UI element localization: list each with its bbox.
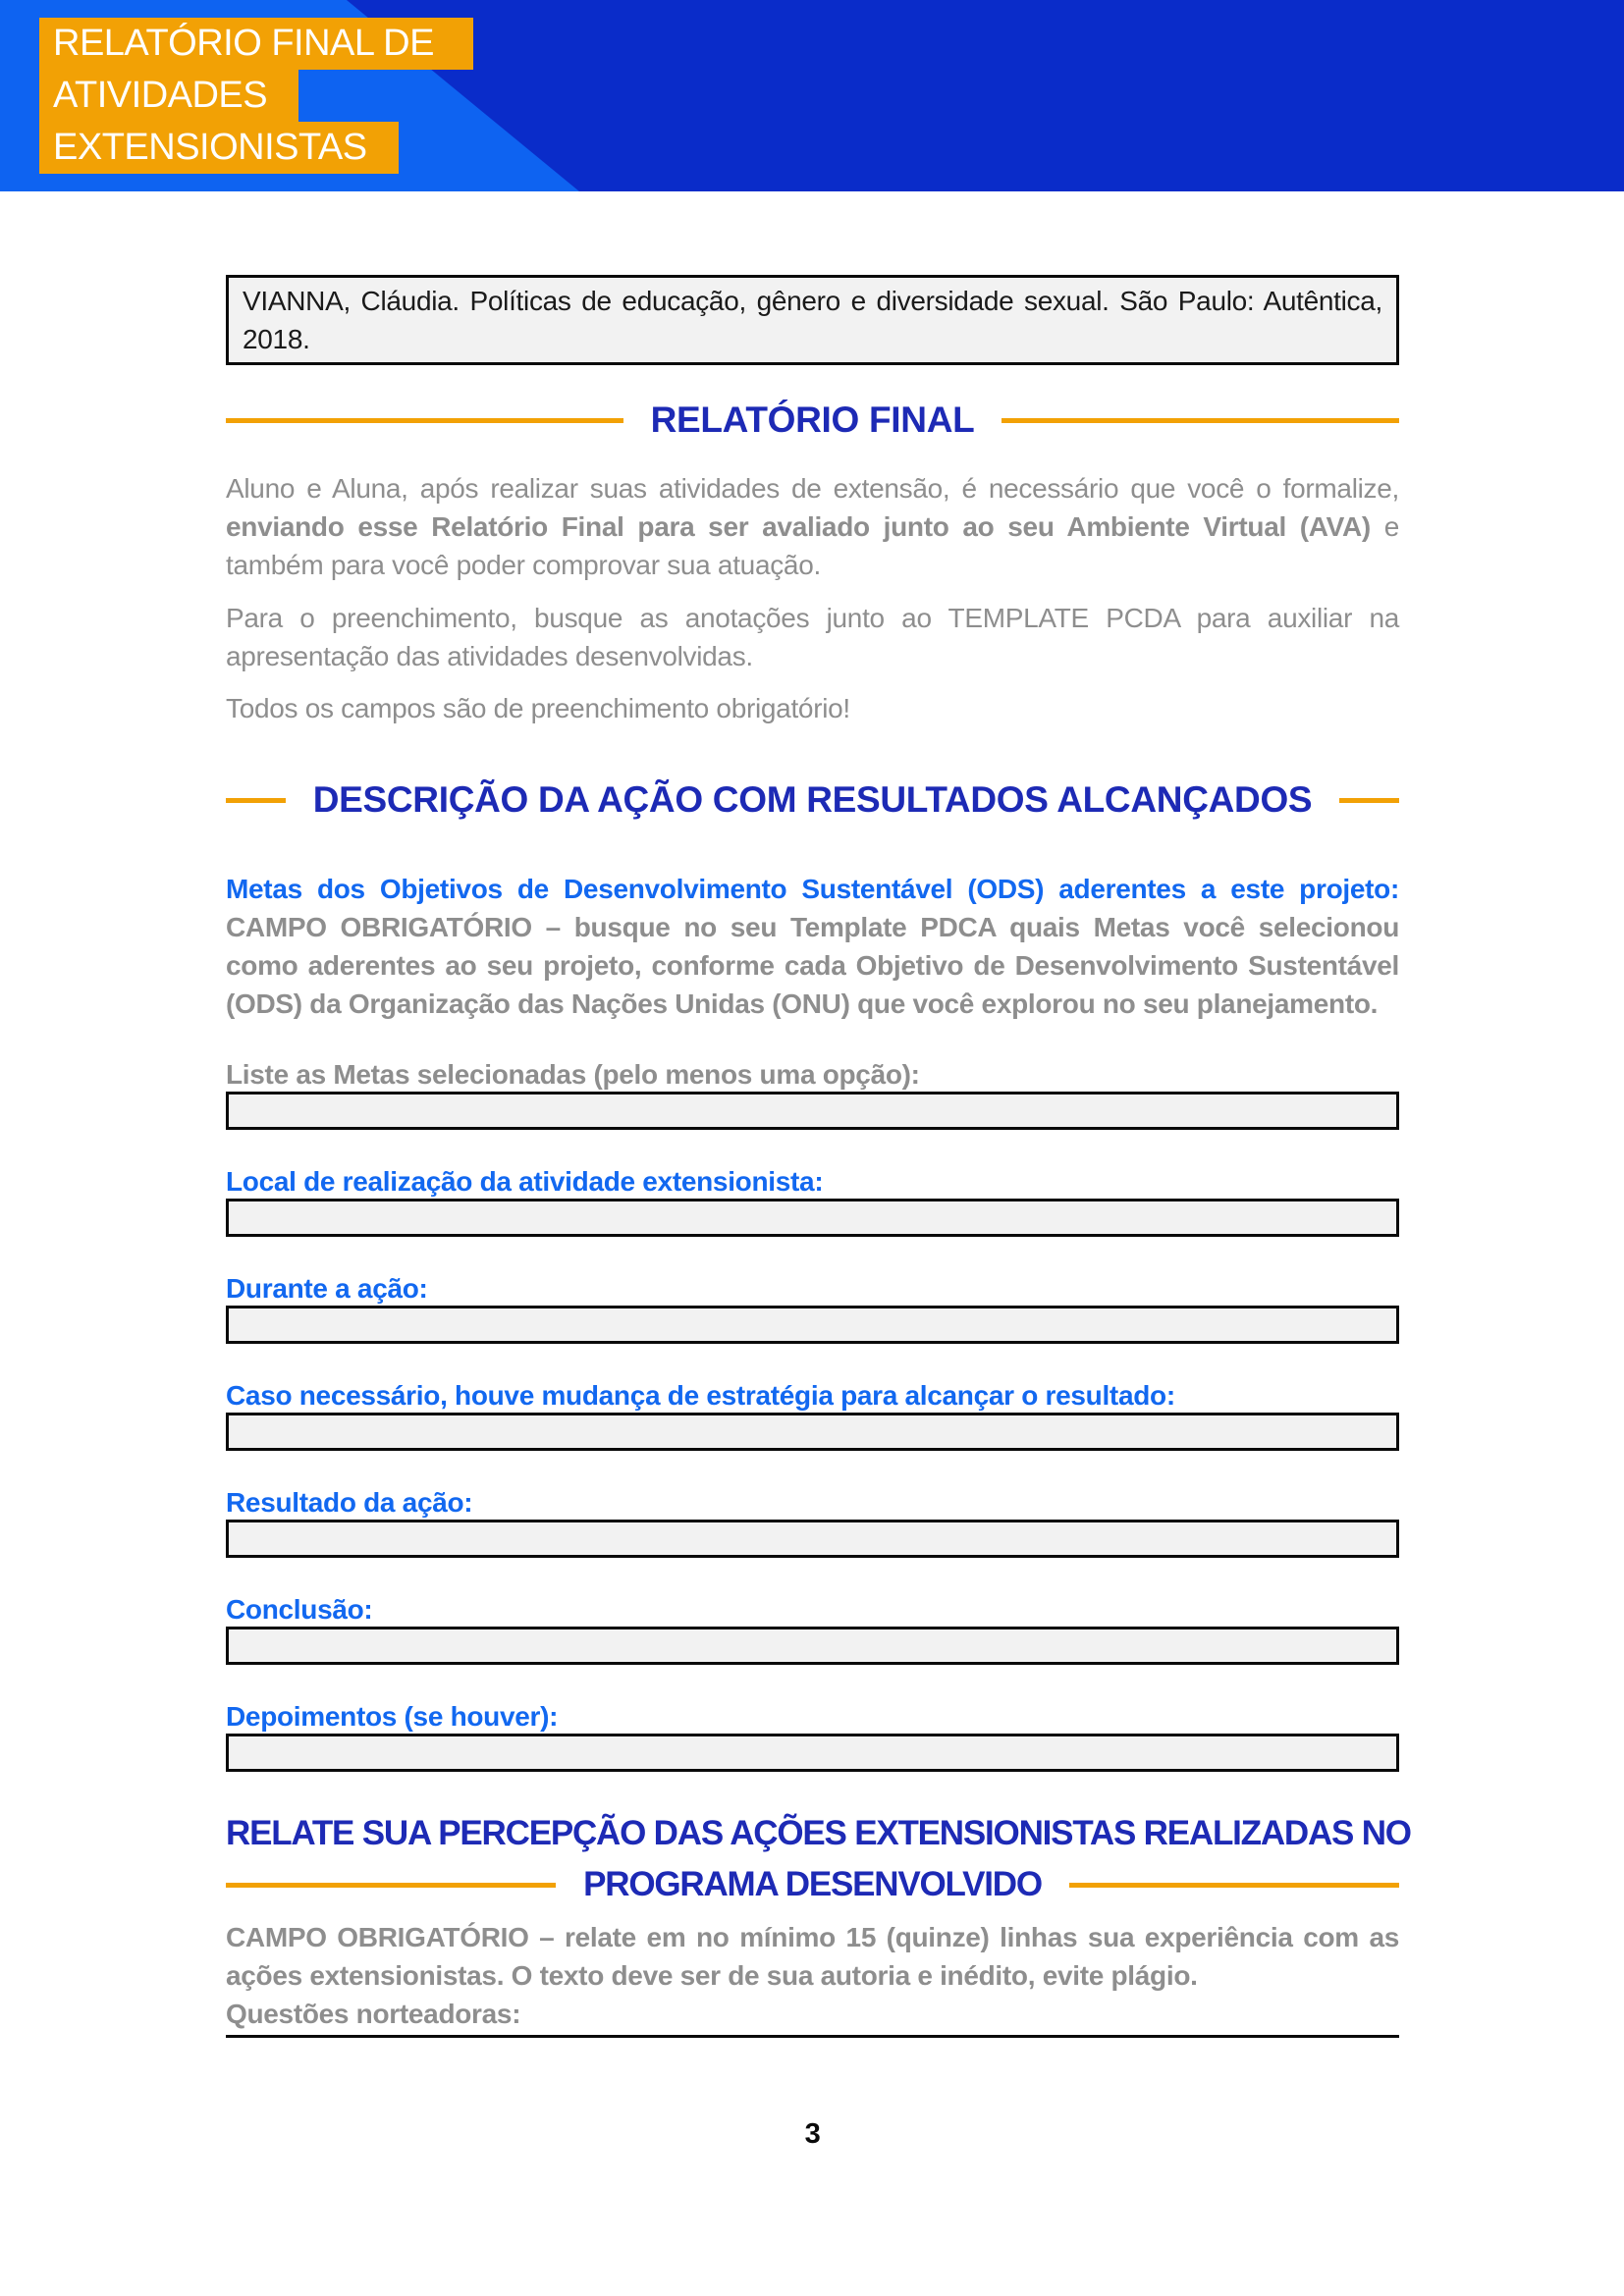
banner-title-line-1: RELATÓRIO FINAL DE [39, 18, 473, 70]
ods-paragraph [226, 870, 1399, 1023]
field-label: Caso necessário, houve mudança de estratégia para alcançar o resultado: [226, 1380, 1175, 1411]
section-heading-descricao [226, 776, 1399, 824]
field-label: Local de realização da atividade extensionista: [226, 1166, 824, 1197]
field-conclusao [226, 1593, 1399, 1665]
intro-paragraph-1 [226, 469, 1399, 584]
field-label: Depoimentos (se houver): [226, 1701, 559, 1732]
heading-line-2: PROGRAMA DESENVOLVIDO [583, 1865, 1042, 1903]
field-local-realizacao [226, 1165, 1399, 1237]
field-input[interactable] [226, 1306, 1399, 1344]
page-content [226, 191, 1411, 2151]
field-label: Liste as Metas selecionadas (pelo menos uma opção): [226, 1059, 920, 1090]
section-heading-relatorio-final [226, 397, 1399, 444]
banner-title [39, 18, 473, 174]
relate-body-text: CAMPO OBRIGATÓRIO – relate em no mínimo 15 (quinze) linhas sua experiência com as ações extensionistas. O texto deve ser de sua autoria e inédito, evite plágio. [226, 1922, 1399, 1991]
field-label: Conclusão: [226, 1594, 373, 1625]
field-input[interactable] [226, 1520, 1399, 1558]
field-metas-selecionadas [226, 1058, 1399, 1130]
field-input[interactable] [226, 1092, 1399, 1130]
heading-text: RELATÓRIO FINAL [650, 400, 975, 440]
field-input[interactable] [226, 1734, 1399, 1772]
intro-paragraph-3: Todos os campos são de preenchimento obrigatório! [226, 693, 850, 723]
heading-rule-left [226, 418, 623, 423]
heading-line-1: RELATE SUA PERCEPÇÃO DAS AÇÕES EXTENSIONISTAS REALIZADAS NO [226, 1814, 1411, 1852]
header-banner [0, 0, 1624, 191]
banner-title-line-3: EXTENSIONISTAS [39, 122, 399, 174]
heading-rule-right [1339, 798, 1399, 803]
section-heading-relate-percepcao [226, 1808, 1411, 1910]
ods-body-text: CAMPO OBRIGATÓRIO – busque no seu Template PDCA quais Metas você selecionou como aderentes ao seu projeto, conforme cada Objetivo de Desenvolvimento Sustentável (ODS) da Organização das Nações Unidas (ONU) que você explorou no seu planejamento. [226, 912, 1399, 1019]
ods-intro-text: Metas dos Objetivos de Desenvolvimento Sustentável (ODS) aderentes a este projeto: [226, 874, 1399, 904]
citation-box: VIANNA, Cláudia. Políticas de educação, gênero e diversidade sexual. São Paulo: Autêntica, 2018. [226, 275, 1399, 365]
banner-title-line-2: ATIVIDADES [39, 70, 298, 122]
intro-paragraph-2: Para o preenchimento, busque as anotações junto ao TEMPLATE PCDA para auxiliar na apresentação das atividades desenvolvidas. [226, 603, 1399, 671]
heading-rule-right [1069, 1883, 1399, 1888]
heading-line-2-row [226, 1859, 1399, 1910]
intro-paragraph-1-bold: enviando esse Relatório Final para ser avaliado junto ao seu Ambiente Virtual (AVA) [226, 511, 1371, 542]
field-depoimentos [226, 1700, 1399, 1772]
field-input[interactable] [226, 1413, 1399, 1451]
intro-paragraph-1-normal-1: Aluno e Aluna, após realizar suas atividades de extensão, é necessário que você o formalize, [226, 473, 1399, 504]
questoes-norteadoras-label: Questões norteadoras: [226, 1999, 521, 2029]
intro-paragraph-1-normal-2: e também para você poder comprovar sua atuação. [226, 511, 1399, 580]
heading-rule-right [1001, 418, 1399, 423]
field-resultado-acao [226, 1486, 1399, 1558]
field-durante-acao [226, 1272, 1399, 1344]
heading-rule-left [226, 798, 286, 803]
field-input[interactable] [226, 1627, 1399, 1665]
heading-text: DESCRIÇÃO DA AÇÃO COM RESULTADOS ALCANÇADOS [312, 779, 1313, 820]
page-number: 3 [804, 2118, 821, 2150]
field-input[interactable] [226, 1199, 1399, 1237]
field-mudanca-estrategia [226, 1379, 1399, 1451]
field-label: Resultado da ação: [226, 1487, 473, 1518]
bottom-divider-line [226, 2035, 1399, 2038]
heading-rule-left [226, 1883, 556, 1888]
field-label: Durante a ação: [226, 1273, 428, 1304]
